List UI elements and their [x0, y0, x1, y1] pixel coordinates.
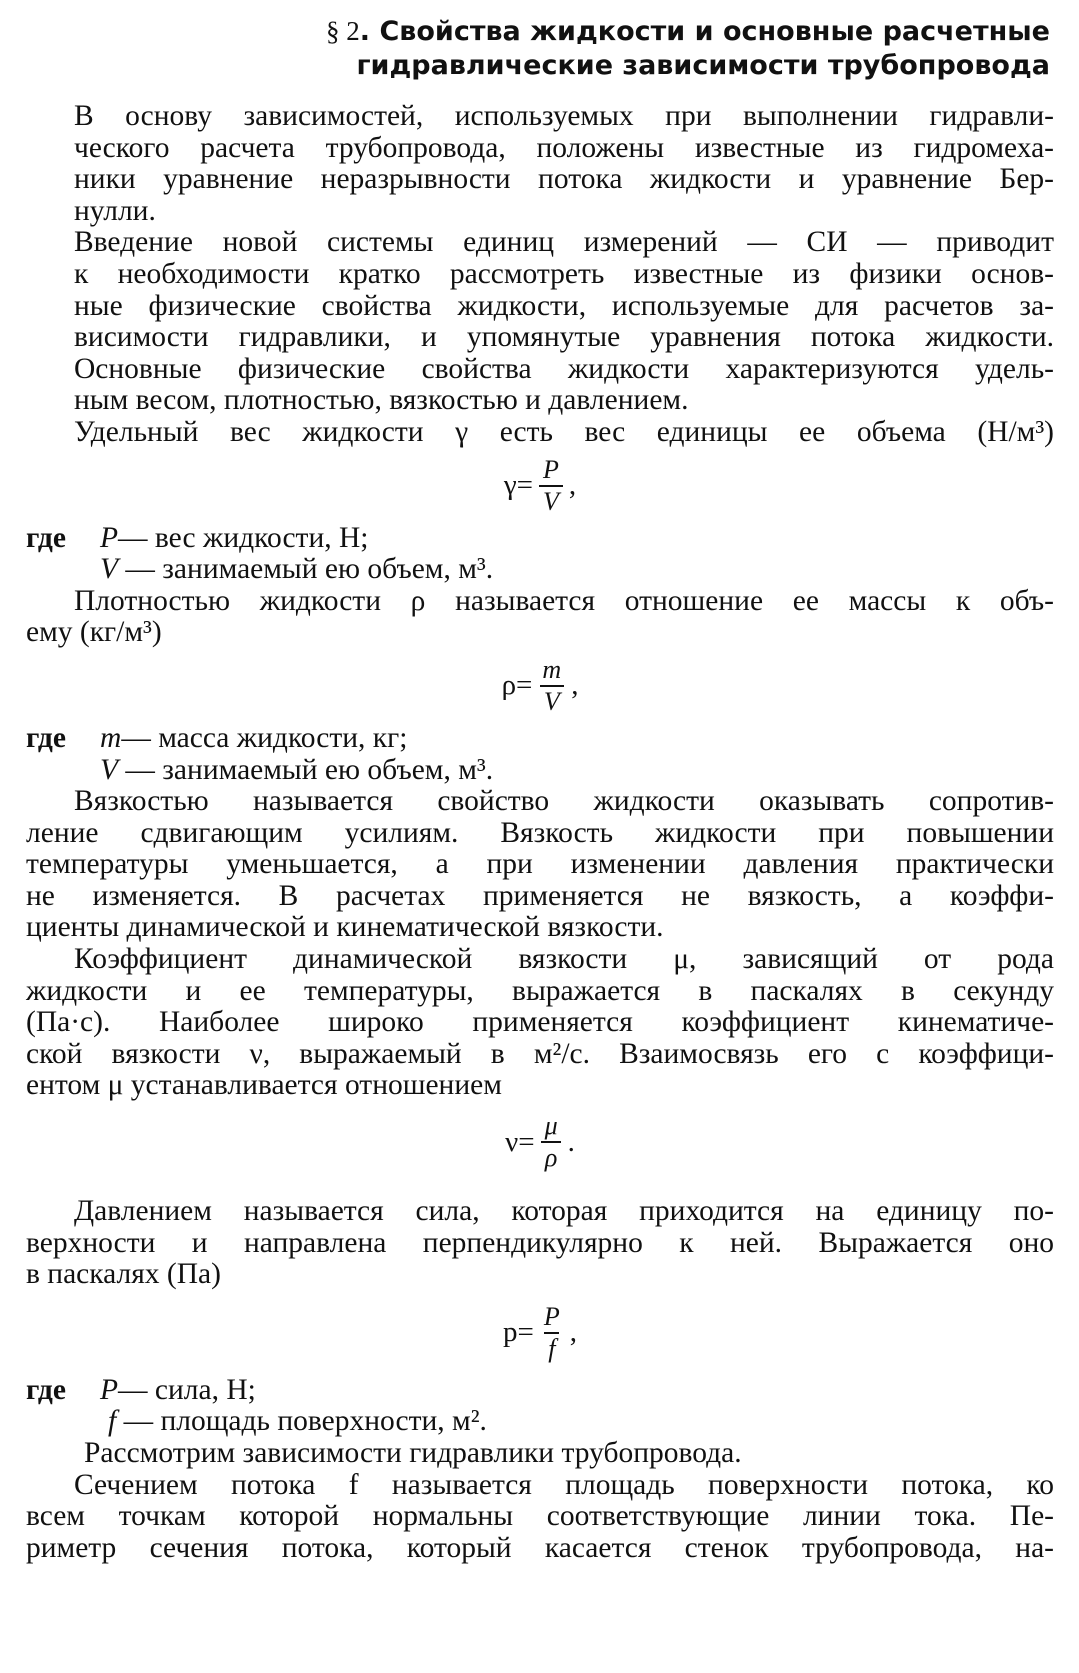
where-block-1 — [26, 523, 1054, 586]
fraction — [540, 1302, 564, 1364]
text-line: Коэффициент динамической вязкости μ, зависящий от рода — [74, 943, 1054, 976]
text-line: к необходимости кратко рассмотреть известные из физики основ- — [74, 257, 1054, 290]
where-symbol: f — [108, 1405, 117, 1438]
where-row — [26, 1375, 1054, 1407]
text-line: в паскалях (Па) — [26, 1258, 221, 1291]
text-line: Введение новой системы единиц измерений — СИ — приводит — [74, 226, 1054, 259]
paragraph-3 — [26, 417, 1054, 449]
paragraph-9 — [26, 1470, 1054, 1565]
paragraph-7 — [26, 1196, 1054, 1291]
section-number: § 2 — [326, 16, 360, 46]
text-line: ление сдвигающим усилиям. Вязкость жидкости при повышении — [26, 816, 1054, 849]
text-line: висимости гидравлики, и упомянутые уравнения потока жидкости. — [74, 321, 1054, 354]
formula-equals: = — [516, 669, 533, 702]
where-label: где — [26, 721, 66, 754]
formula-equals: = — [517, 1316, 534, 1349]
text-line: риметр сечения потока, который касается стенок трубопровода, на- — [26, 1531, 1054, 1564]
paragraph-4 — [26, 586, 1054, 649]
text-line: Рассмотрим зависимости гидравлики трубопровода. — [84, 1437, 742, 1469]
formula-gamma — [26, 449, 1054, 523]
formula-punct: . — [567, 1125, 575, 1158]
fraction-denominator: V — [540, 685, 564, 717]
where-symbol: P — [100, 521, 119, 554]
where-symbol: P — [100, 1373, 119, 1406]
where-row — [26, 755, 1054, 787]
text-line: ему (кг/м³) — [26, 616, 162, 649]
text-line: жидкости и ее температуры, выражается в паскалях в секунду — [26, 974, 1054, 1007]
formula-nu — [26, 1102, 1054, 1182]
text-line: (Па·с). Наиболее широко применяется коэффициент кинематиче- — [26, 1006, 1054, 1039]
where-label: где — [26, 521, 66, 554]
formula-pressure — [26, 1291, 1054, 1375]
where-desc: — занимаемый ею объем, м³. — [118, 553, 494, 586]
where-desc: — занимаемый ею объем, м³. — [118, 753, 494, 786]
formula-rho — [26, 649, 1054, 723]
formula-punct: , — [571, 669, 579, 702]
section-heading — [26, 14, 1050, 83]
where-row — [26, 1406, 1054, 1438]
fraction — [539, 455, 563, 517]
text-line: Вязкостью называется свойство жидкости оказывать сопротив- — [74, 785, 1054, 818]
where-desc: — площадь поверхности, м². — [116, 1405, 487, 1438]
text-line: ской вязкости ν, выражаемый в м²/с. Взаимосвязь его с коэффици- — [26, 1037, 1054, 1070]
formula-lhs: p — [503, 1316, 518, 1349]
paragraph-2 — [26, 227, 1054, 417]
formula-lhs: ρ — [501, 669, 517, 702]
paragraph-1 — [26, 101, 1054, 227]
text-line: Давлением называется сила, которая приходится на единицу по- — [74, 1195, 1054, 1228]
heading-line-1 — [26, 14, 1050, 49]
formula-equals: = — [518, 1125, 535, 1158]
fraction-numerator: P — [543, 1301, 560, 1331]
formula-lhs: γ — [503, 469, 517, 502]
text-line: Основные физические свойства жидкости характеризуются удель- — [74, 352, 1054, 385]
text-line: В основу зависимостей, используемых при выполнении гидравли- — [74, 100, 1054, 132]
heading-text-1: . Свойства жидкости и основные расчетные — [359, 16, 1050, 47]
text-line: ческого расчета трубопровода, положены известные из гидромеха- — [74, 131, 1054, 164]
where-symbol: m — [100, 721, 122, 754]
text-line: ные физические свойства жидкости, используемые для расчетов за- — [74, 289, 1054, 322]
text-line: ентом μ устанавливается отношением — [26, 1069, 502, 1102]
fraction-denominator: f — [544, 1332, 559, 1364]
where-block-3 — [26, 1375, 1054, 1438]
fraction-denominator: V — [539, 485, 563, 517]
where-desc: — сила, Н; — [118, 1373, 256, 1406]
fraction-numerator: m — [542, 654, 562, 684]
text-line: всем точкам которой нормальны соответствующие линии тока. Пе- — [26, 1500, 1054, 1533]
text-line: Плотностью жидкости ρ называется отношение ее массы к объ- — [74, 584, 1054, 617]
fraction — [541, 1111, 562, 1173]
formula-punct: , — [568, 469, 577, 502]
text-line: температуры уменьшается, а при изменении давления практически — [26, 848, 1054, 881]
where-block-2 — [26, 723, 1054, 786]
heading-line-2: гидравлические зависимости трубопровода — [356, 50, 1050, 81]
text-line: Удельный вес жидкости γ есть вес единицы ее объема (Н/м³) — [74, 415, 1054, 448]
fraction-numerator: P — [543, 454, 559, 484]
paragraph-8 — [26, 1438, 1054, 1470]
fraction — [538, 655, 565, 717]
text-line: ники уравнение неразрывности потока жидкости и уравнение Бер- — [74, 163, 1054, 196]
text-line: ным весом, плотностью, вязкостью и давлением. — [74, 384, 689, 417]
text-line: циенты динамической и кинематической вязкости. — [26, 911, 664, 944]
where-row — [26, 723, 1054, 755]
formula-equals: = — [516, 469, 534, 502]
text-line: не изменяется. В расчетах применяется не вязкость, а коэффи- — [26, 879, 1054, 912]
where-row — [26, 554, 1054, 586]
where-row — [26, 523, 1054, 555]
document-page — [26, 14, 1054, 1564]
text-line: верхности и направлена перпендикулярно к ней. Выражается оно — [26, 1226, 1054, 1259]
where-symbol: V — [100, 753, 119, 786]
where-label: где — [26, 1373, 66, 1406]
paragraph-6 — [26, 944, 1054, 1102]
where-desc: — масса жидкости, кг; — [121, 721, 408, 754]
paragraph-5 — [26, 786, 1054, 944]
text-line: нулли. — [74, 194, 156, 227]
where-desc: — вес жидкости, Н; — [118, 521, 369, 554]
formula-lhs: ν — [505, 1125, 519, 1158]
fraction-numerator: μ — [544, 1111, 558, 1141]
fraction-denominator: ρ — [541, 1141, 561, 1173]
formula-punct: , — [569, 1316, 577, 1349]
text-line: Сечением потока f называется площадь поверхности потока, ко — [74, 1468, 1054, 1501]
where-symbol: V — [100, 553, 119, 586]
